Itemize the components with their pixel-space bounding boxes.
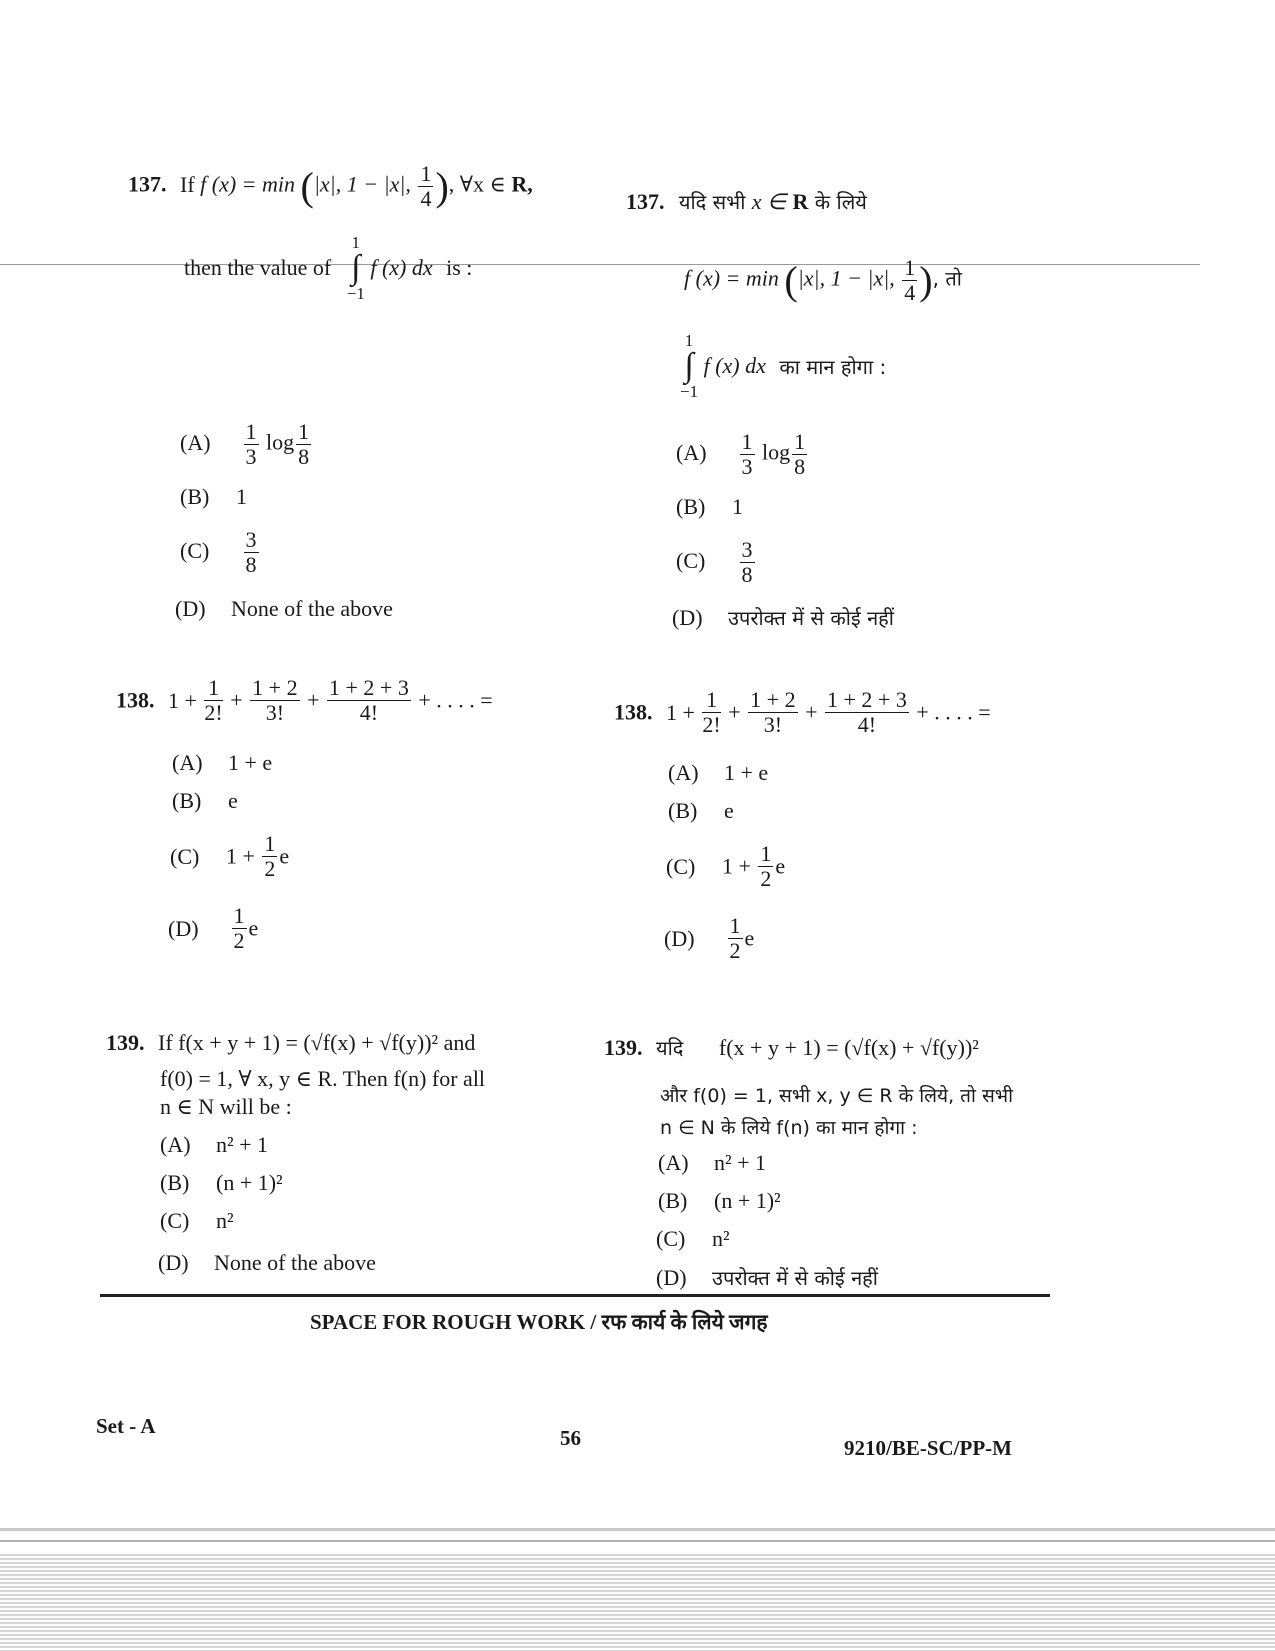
q137-paren-open: ( bbox=[300, 164, 314, 210]
q137-en-option-c: (C) $\frac{3}{8}$ bbox=[180, 527, 257, 578]
q137-en-option-b: (B) 1 bbox=[180, 484, 247, 509]
q139-hi-line2: और f(0) = 1, सभी x, y ∈ R के लिये, तो सभी bbox=[660, 1085, 1014, 1107]
q138-hi-option-c: (C) 1 + $\frac{1}{2}$ e bbox=[666, 841, 786, 892]
q137-en-option-d: (D) None of the above bbox=[175, 596, 393, 621]
q137-hi-option-b: (B) 1 bbox=[676, 494, 743, 519]
q138-en-option-a: (A) 1 + e bbox=[172, 750, 273, 775]
rough-work-divider bbox=[100, 1294, 1050, 1297]
q139-en-line3: n ∈ N will be : bbox=[160, 1094, 292, 1119]
q137-paren-close: ) bbox=[435, 164, 449, 210]
q137-args: |x|, 1 − |x|, bbox=[313, 171, 411, 197]
q137-en-then bbox=[184, 234, 472, 302]
q139-hi-line3: n ∈ N के लिये f(n) का मान होगा : bbox=[660, 1117, 918, 1139]
integral-sign-icon: 1 ∫ −1 bbox=[346, 233, 365, 303]
integral-sign-icon-hi: 1 ∫ −1 bbox=[680, 331, 699, 401]
scan-line bbox=[0, 264, 1200, 265]
q137-hi-stem: 137. यदि सभी x ∈ R के लिये bbox=[626, 189, 867, 214]
q139-hi-option-a: (A) n² + 1 bbox=[658, 1150, 767, 1175]
set-label: Set - A bbox=[96, 1414, 156, 1438]
page-number: 56 bbox=[560, 1426, 581, 1450]
q137-hi-option-a: (A) $\frac{1}{3}$ log $\frac{1}{8}$ bbox=[676, 429, 806, 480]
scan-band-2 bbox=[0, 1540, 1275, 1542]
q137-integrand: f (x) dx bbox=[370, 255, 433, 280]
q138-hi-option-d: (D) $\frac{1}{2}$ e bbox=[664, 913, 755, 964]
q138-hi-option-a: (A) 1 + e bbox=[668, 760, 769, 785]
q137-number: 137. bbox=[128, 171, 167, 197]
q137-is: is : bbox=[446, 255, 473, 280]
q139-hi-option-d: (D) उपरोक्त में से कोई नहीं bbox=[656, 1265, 878, 1290]
q139-en-option-d: (D) None of the above bbox=[158, 1250, 376, 1275]
q139-en-option-c: (C) n² bbox=[160, 1208, 234, 1233]
q137-en-option-a: (A) $\frac{1}{3}$ log $\frac{1}{8}$ bbox=[180, 419, 310, 470]
q138-hi-option-b: (B) e bbox=[668, 798, 734, 823]
q137-hi-fx: f (x) = min (|x|, 1 − |x|, $\frac{1}{4}$ ), तो bbox=[684, 255, 962, 306]
q137-forall: , ∀x ∈ bbox=[448, 171, 506, 197]
q139-en-line1: If f(x + y + 1) = (√f(x) + √f(y))² and bbox=[158, 1030, 476, 1055]
q138-en-option-c: (C) 1 + $\frac{1}{2}$ e bbox=[170, 831, 290, 882]
q137-fx: f (x) = min bbox=[200, 171, 296, 197]
q138-en-stem: 138. 1 + $\frac{1}{2!}$ + $\frac{1 + 2}{3!}$ + $\frac{1 + 2 + 3}{4!}$ + . . . . = bbox=[116, 675, 493, 726]
rough-work-caption: SPACE FOR ROUGH WORK / रफ कार्य के लिये जगह bbox=[310, 1310, 768, 1334]
scan-band bbox=[0, 1528, 1275, 1531]
q137-hi-integral: 1 ∫ −1 f (x) dx का मान होगा : bbox=[680, 331, 887, 401]
q139-en-option-a: (A) n² + 1 bbox=[160, 1132, 269, 1157]
q139-en-option-b: (B) (n + 1)² bbox=[160, 1170, 283, 1195]
q138-en-option-b: (B) e bbox=[172, 788, 238, 813]
q139-en-stem: 139. If f(x + y + 1) = (√f(x) + √f(y))² and bbox=[106, 1030, 476, 1055]
q138-en-option-d: (D) $\frac{1}{2}$ e bbox=[168, 903, 259, 954]
q137-hi-option-d: (D) उपरोक्त में से कोई नहीं bbox=[672, 605, 894, 630]
paper-code: 9210/BE-SC/PP-M bbox=[844, 1436, 1012, 1460]
q137-then-text: then the value of bbox=[184, 255, 332, 280]
q138-hi-stem: 138. 1 + $\frac{1}{2!}$ + $\frac{1 + 2}{3!}$ + $\frac{1 + 2 + 3}{4!}$ + . . . . = bbox=[614, 687, 991, 738]
scan-band-3 bbox=[0, 1552, 1275, 1651]
q139-hi-stem: 139. यदि f(x + y + 1) = (√f(x) + √f(y))² bbox=[604, 1035, 979, 1060]
q137-if: If bbox=[180, 171, 195, 197]
q139-hi-option-c: (C) n² bbox=[656, 1226, 730, 1251]
q137-en-stem bbox=[128, 162, 533, 211]
q139-en-line2: f(0) = 1, ∀ x, y ∈ R. Then f(n) for all bbox=[160, 1066, 486, 1091]
q137-quarter: $\frac{1}{4}$ bbox=[420, 161, 432, 212]
q137-R: R, bbox=[511, 171, 533, 197]
q137-hi-option-c: (C) $\frac{3}{8}$ bbox=[676, 537, 753, 588]
q139-hi-option-b: (B) (n + 1)² bbox=[658, 1188, 781, 1213]
